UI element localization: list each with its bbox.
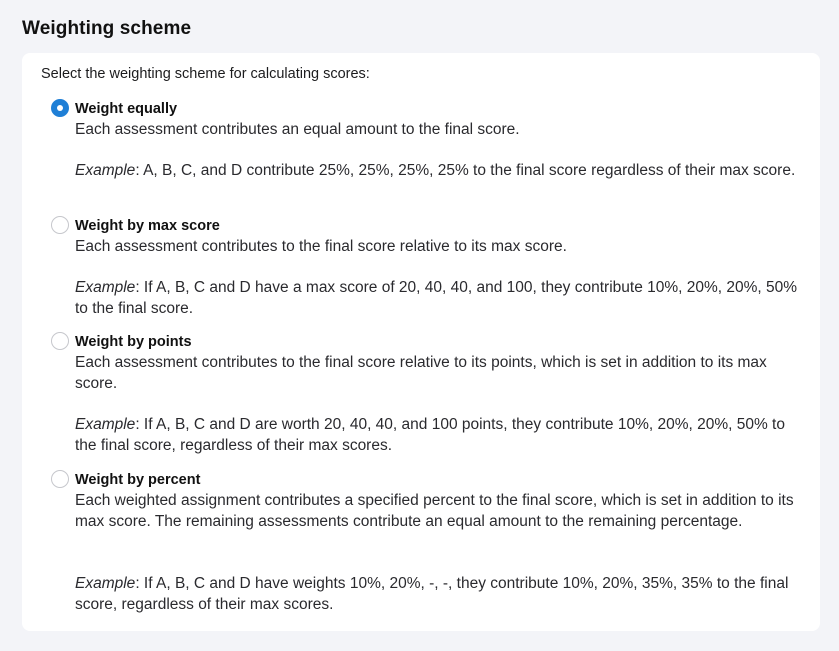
example-text: : If A, B, C and D have weights 10%, 20%, -, -, they contribute 10%, 20%, 35%, 35% to the final score, regardless of their max scores. <box>75 575 789 613</box>
option-example <box>75 277 810 319</box>
option-weight-by-max-score[interactable] <box>51 216 811 318</box>
page-title: Weighting scheme <box>22 18 192 39</box>
option-description: Each weighted assignment contributes a specified percent to the final score, which is set in addition to its max score. The remaining assessments contribute an equal amount to the remaining percentage. <box>75 492 794 530</box>
example-text: : If A, B, C and D have a max score of 20, 40, 40, and 100, they contribute 10%, 20%, 20%, 50% to the final score. <box>75 279 798 317</box>
option-label[interactable]: Weight by max score <box>75 218 220 234</box>
radio-weight-by-max-score[interactable] <box>51 216 69 234</box>
weighting-card <box>22 53 820 631</box>
example-label: Example <box>75 416 136 433</box>
example-label: Example <box>75 162 136 179</box>
option-label[interactable]: Weight equally <box>75 101 178 117</box>
radio-weight-equally[interactable] <box>51 99 69 117</box>
option-label[interactable]: Weight by percent <box>75 472 201 488</box>
option-weight-by-percent[interactable] <box>51 470 811 615</box>
option-example <box>75 160 810 181</box>
option-description: Each assessment contributes an equal amount to the final score. <box>75 121 520 138</box>
example-text: : A, B, C, and D contribute 25%, 25%, 25%, 25% to the final score regardless of their max score. <box>135 162 796 179</box>
radio-weight-by-points[interactable] <box>51 332 69 350</box>
option-weight-by-points[interactable] <box>51 332 811 456</box>
intro-text: Select the weighting scheme for calculating scores: <box>41 66 370 82</box>
option-description: Each assessment contributes to the final score relative to its max score. <box>75 238 567 255</box>
option-weight-equally[interactable] <box>51 99 811 201</box>
example-label: Example <box>75 279 136 296</box>
option-description: Each assessment contributes to the final score relative to its points, which is set in addition to its max score. <box>75 354 767 392</box>
example-text: : If A, B, C and D are worth 20, 40, 40, and 100 points, they contribute 10%, 20%, 20%, 50% to the final score, regardless of their max scores. <box>75 416 785 454</box>
option-example <box>75 414 810 456</box>
option-label[interactable]: Weight by points <box>75 334 192 350</box>
example-label: Example <box>75 575 136 592</box>
option-example <box>75 573 810 615</box>
radio-weight-by-percent[interactable] <box>51 470 69 488</box>
